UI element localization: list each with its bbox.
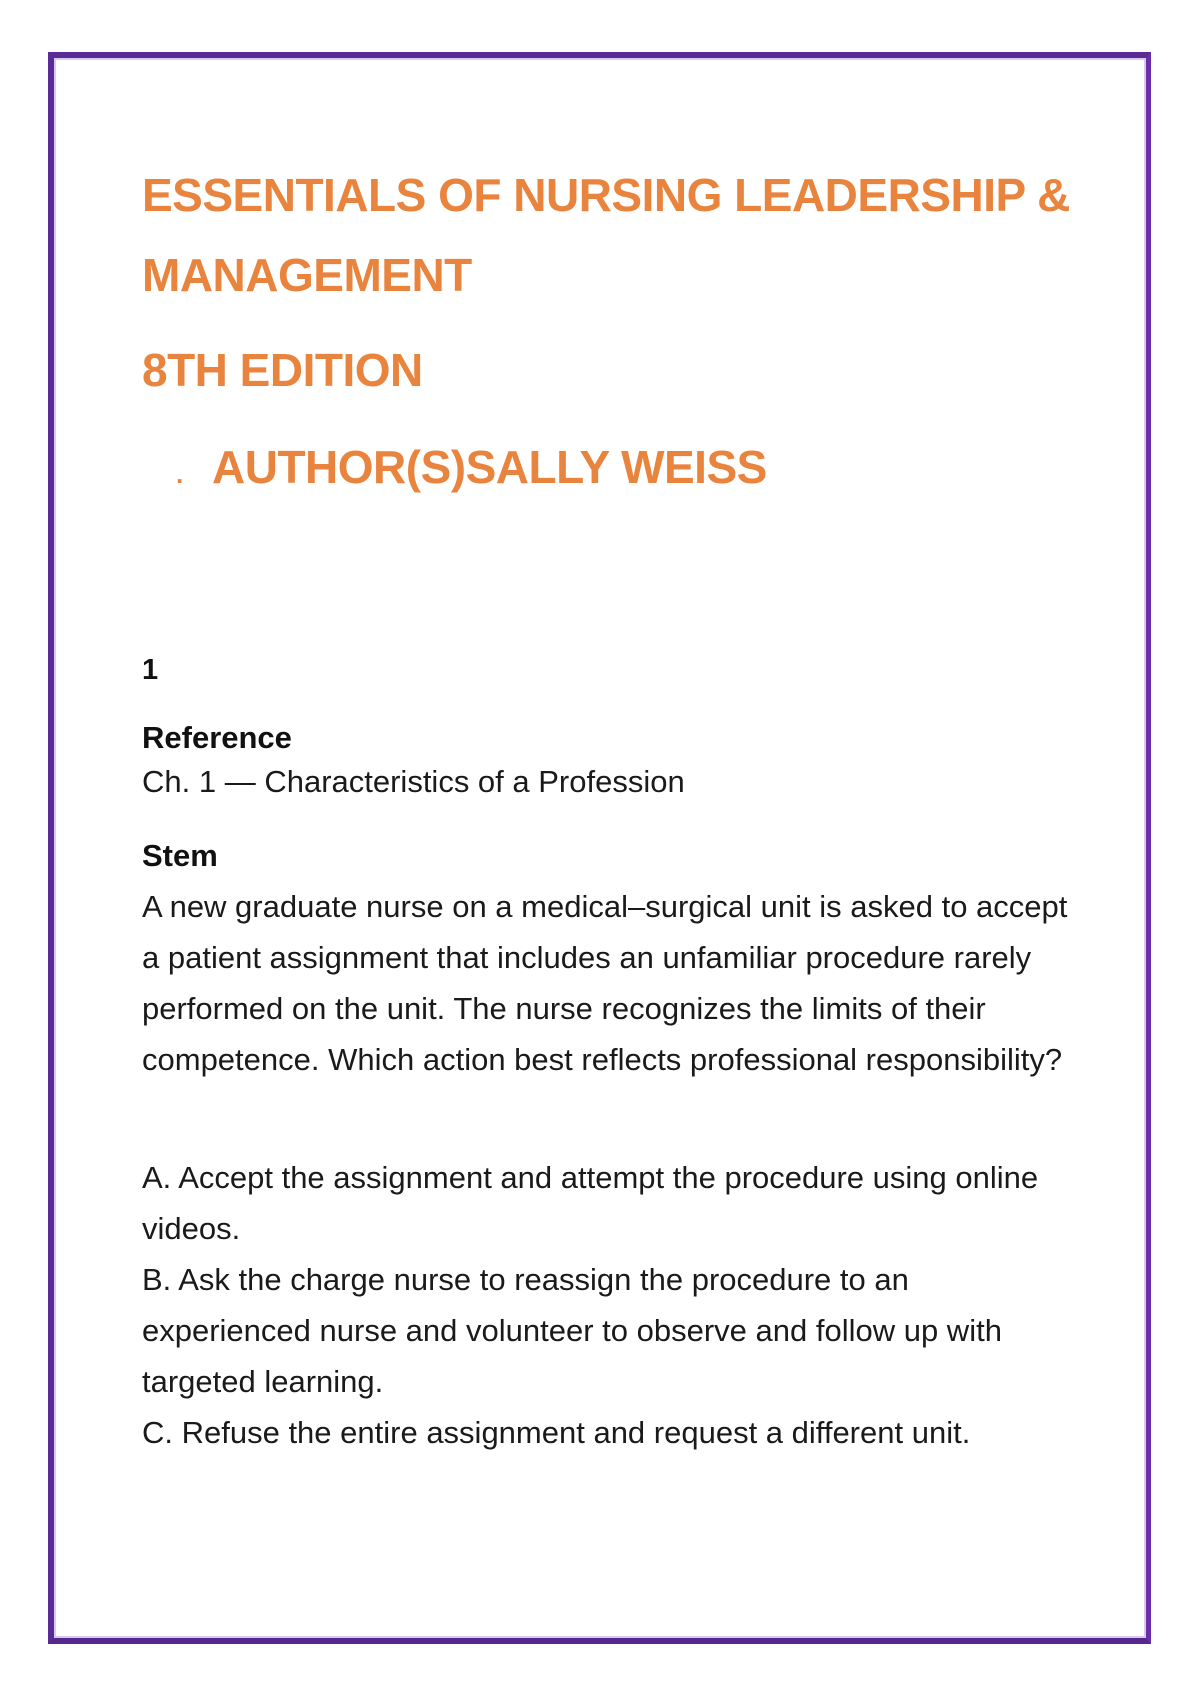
reference-text: Ch. 1 — Characteristics of a Profession [142, 764, 685, 799]
reference-heading: Reference [142, 720, 292, 755]
edition-label: 8TH EDITION [142, 344, 423, 396]
stem-heading: Stem [142, 838, 218, 873]
author-name: AUTHOR(S)SALLY WEISS [212, 441, 767, 493]
answer-option-a: A. Accept the assignment and attempt the procedure using online videos. [142, 1160, 1039, 1246]
answer-option-b: B. Ask the charge nurse to reassign the procedure to an experienced nurse and volunteer to observe and follow up with targeted learning. [142, 1262, 1002, 1399]
bullet-icon: . [176, 459, 183, 489]
answer-options-list [142, 1152, 1082, 1458]
document-title: ESSENTIALS OF NURSING LEADERSHIP & MANAGEMENT [142, 169, 1070, 301]
question-number: 1 [142, 654, 159, 686]
stem-text: A new graduate nurse on a medical–surgical unit is asked to accept a patient assignment that includes an unfamiliar procedure rarely performed on the unit. The nurse recognizes the limits of their competence. Which action best reflects professional responsibility? [142, 889, 1068, 1077]
answer-option-c: C. Refuse the entire assignment and request a different unit. [142, 1415, 971, 1450]
author-line [176, 434, 767, 507]
